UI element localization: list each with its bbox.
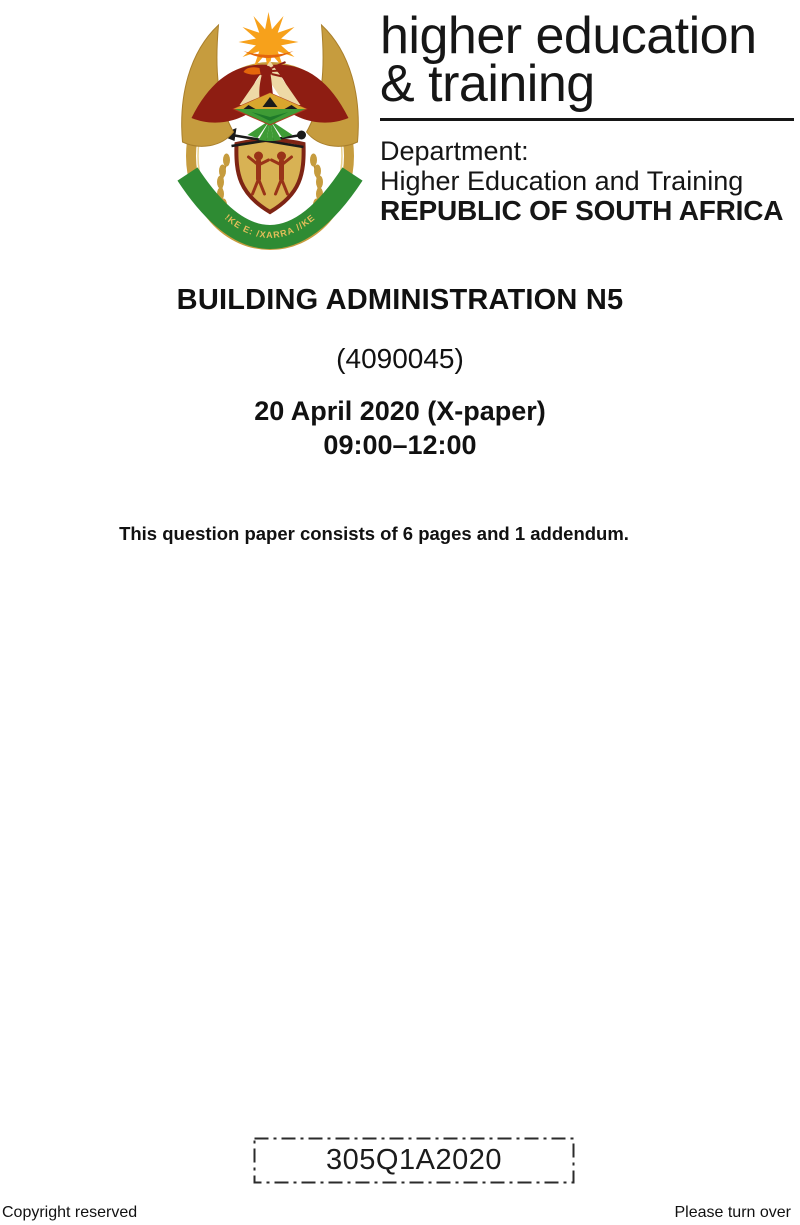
- paper-contents-note: This question paper consists of 6 pages and 1 addendum.: [119, 523, 629, 544]
- exam-time: 09:00–12:00: [323, 430, 477, 460]
- copyright-note: Copyright reserved: [2, 1204, 138, 1221]
- subject-code: (4090045): [336, 343, 464, 374]
- brand-divider: [380, 118, 794, 121]
- wheat-grain: [223, 154, 230, 167]
- motto-textpath: !KE E: /XARRA //KE: [222, 212, 318, 241]
- wheat-grain: [316, 176, 323, 189]
- bird-head: [259, 66, 273, 77]
- sun-disc: [256, 29, 282, 55]
- paper-code: 305Q1A2020: [326, 1144, 502, 1176]
- wordmark: [380, 7, 794, 113]
- turn-over-note: Please turn over: [674, 1204, 791, 1221]
- department-label: Department:: [380, 136, 529, 166]
- country-name: REPUBLIC OF SOUTH AFRICA: [380, 195, 784, 226]
- subject-title: BUILDING ADMINISTRATION N5: [176, 284, 624, 316]
- wheat-grain: [217, 176, 224, 189]
- knobkierie-knob: [297, 131, 306, 140]
- wordmark-line1: higher education: [380, 7, 757, 65]
- wheat-grain: [219, 165, 226, 178]
- coat-of-arms-logo: [172, 8, 368, 250]
- department-name: Higher Education and Training: [380, 165, 744, 196]
- wheat-grain: [314, 165, 321, 178]
- paper-code-box: [253, 1137, 575, 1184]
- exam-date: 20 April 2020 (X-paper): [254, 396, 546, 426]
- department-identity: [380, 137, 794, 226]
- department-brand-block: [380, 7, 794, 226]
- wheat-grain: [310, 154, 317, 167]
- wordmark-line2: & training: [380, 55, 595, 113]
- exam-date-block: [0, 394, 800, 462]
- rising-sun: [239, 12, 299, 72]
